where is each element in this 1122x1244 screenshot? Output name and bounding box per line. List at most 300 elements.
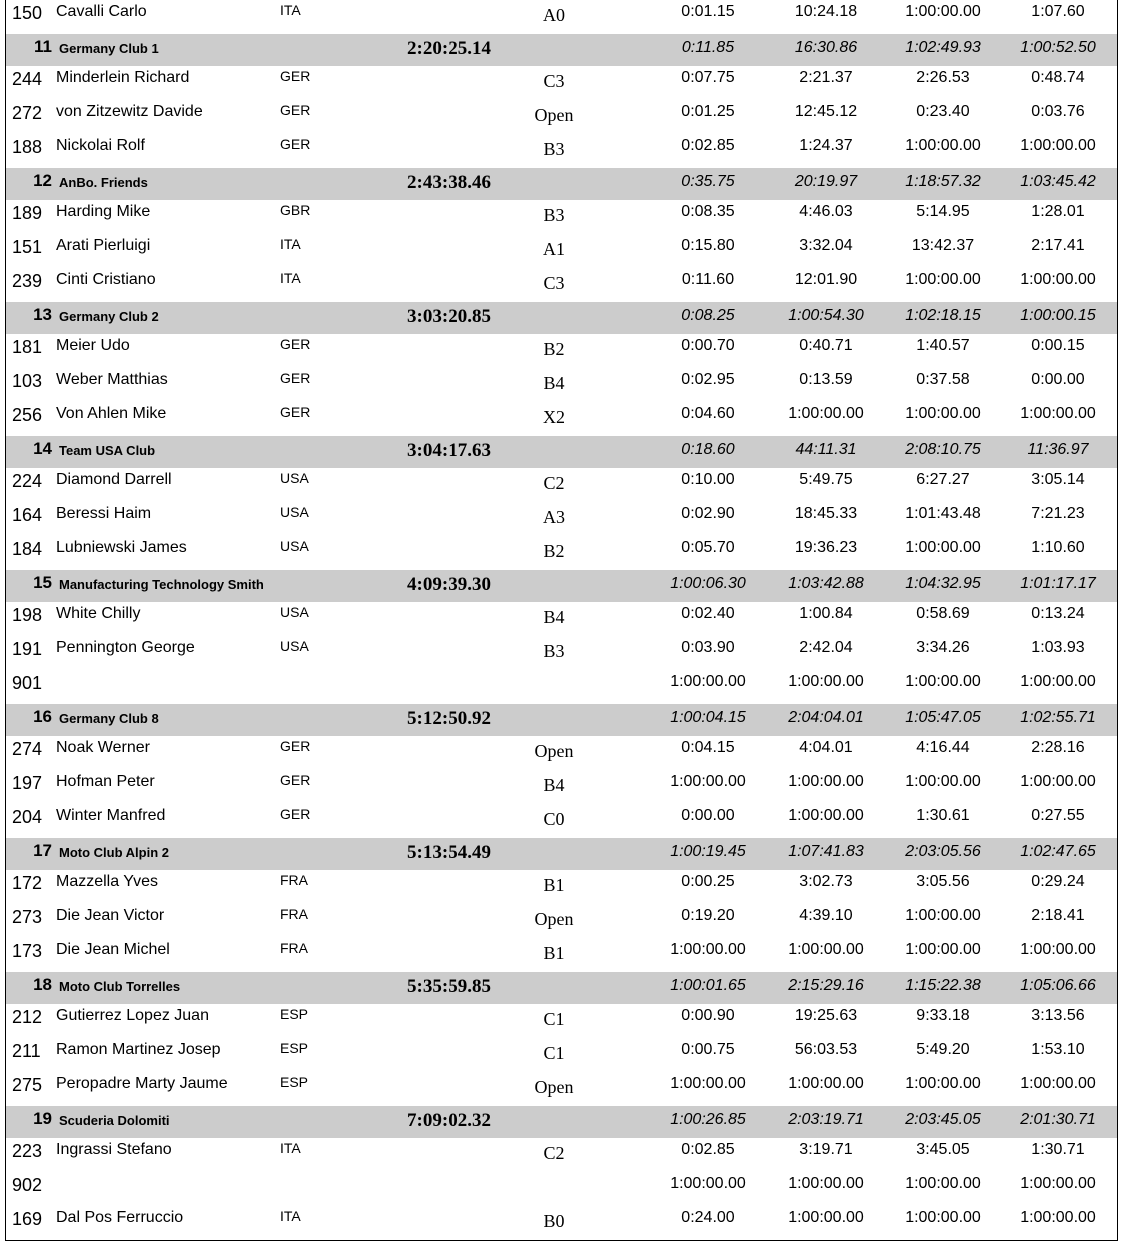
rider-nationality: GER	[280, 370, 311, 386]
rider-number: 901	[12, 673, 43, 693]
lap-time-4: 1:00:00.00	[1020, 1075, 1096, 1092]
team-name: Germany Club 1	[59, 41, 159, 56]
rider-nationality: ITA	[280, 236, 301, 252]
lap-time-2: 1:00:00.00	[788, 941, 864, 958]
lap-time-4: 1:00:00.00	[1020, 137, 1096, 154]
team-rank: 14	[33, 439, 52, 458]
lap-time-1: 1:00:00.00	[670, 773, 746, 790]
lap-time-4: 0:00.00	[1031, 371, 1085, 388]
lap-time-1: 0:08.25	[681, 307, 735, 324]
lap-time-2: 2:21.37	[799, 69, 853, 86]
rider-number: 244	[12, 69, 43, 89]
lap-time-2: 4:39.10	[799, 907, 853, 924]
rider-class: B3	[543, 641, 565, 661]
rider-class: B4	[543, 373, 565, 393]
lap-time-2: 3:19.71	[799, 1141, 853, 1158]
rider-nationality: ITA	[280, 1140, 301, 1156]
lap-time-2: 1:03:42.88	[788, 575, 864, 592]
lap-time-4: 1:00:00.00	[1020, 673, 1096, 690]
lap-time-2: 12:45.12	[794, 103, 858, 120]
rider-row	[6, 904, 1117, 938]
lap-time-2: 1:00.84	[799, 605, 853, 622]
team-rank: 16	[33, 707, 52, 726]
rider-row	[6, 870, 1117, 904]
team-total-time: 2:20:25.14	[407, 38, 491, 59]
rider-class: C2	[543, 1143, 565, 1163]
rider-nationality: ITA	[280, 270, 301, 286]
rider-class: Open	[534, 1077, 574, 1097]
rider-row	[6, 770, 1117, 804]
team-header-row	[6, 972, 1117, 1004]
lap-time-3: 2:03:05.56	[905, 843, 981, 860]
lap-time-3: 1:40.57	[916, 337, 970, 354]
lap-time-3: 2:26.53	[916, 69, 970, 86]
rider-name: White Chilly	[56, 605, 141, 622]
lap-time-1: 0:01.15	[681, 3, 735, 20]
rider-name: Minderlein Richard	[56, 69, 190, 86]
lap-time-4: 2:28.16	[1031, 739, 1085, 756]
team-name: Moto Club Alpin 2	[59, 845, 169, 860]
lap-time-3: 1:00:00.00	[905, 673, 981, 690]
team-rank: 13	[33, 305, 52, 324]
rider-class: B2	[543, 541, 565, 561]
lap-time-1: 0:02.40	[681, 605, 735, 622]
lap-time-4: 1:00:00.00	[1020, 1209, 1096, 1226]
lap-time-3: 1:04:32.95	[905, 575, 981, 592]
rider-number: 173	[12, 941, 43, 961]
rider-nationality: USA	[280, 638, 309, 654]
rider-number: 272	[12, 103, 43, 123]
lap-time-3: 1:00:00.00	[905, 941, 981, 958]
rider-nationality: GER	[280, 336, 311, 352]
lap-time-1: 1:00:00.00	[670, 941, 746, 958]
lap-time-4: 1:05:06.66	[1020, 977, 1096, 994]
rider-nationality: GER	[280, 404, 311, 420]
lap-time-2: 5:49.75	[799, 471, 853, 488]
rider-number: 103	[12, 371, 43, 391]
rider-number: 172	[12, 873, 43, 893]
rider-number: 191	[12, 639, 43, 659]
lap-time-3: 1:18:57.32	[905, 173, 981, 190]
rider-nationality: ESP	[280, 1040, 309, 1056]
lap-time-4: 1:00:00.00	[1020, 1175, 1096, 1192]
lap-time-3: 1:00:00.00	[905, 1075, 981, 1092]
lap-time-3: 1:00:00.00	[905, 137, 981, 154]
lap-time-1: 0:02.90	[681, 505, 735, 522]
rider-row	[6, 938, 1117, 972]
lap-time-4: 2:01:30.71	[1020, 1111, 1096, 1128]
rider-class: B0	[543, 1211, 565, 1231]
lap-time-4: 1:00:52.50	[1020, 39, 1096, 56]
lap-time-4: 1:00:00.00	[1020, 941, 1096, 958]
rider-nationality: GER	[280, 102, 311, 118]
lap-time-3: 5:14.95	[916, 203, 970, 220]
rider-nationality: GER	[280, 136, 311, 152]
rider-row	[6, 1138, 1117, 1172]
rider-number: 188	[12, 137, 43, 157]
lap-time-3: 3:05.56	[916, 873, 970, 890]
lap-time-3: 1:00:00.00	[905, 1209, 981, 1226]
rider-row	[6, 368, 1117, 402]
rider-row	[6, 1038, 1117, 1072]
lap-time-2: 1:00:00.00	[788, 405, 864, 422]
lap-time-2: 16:30.86	[794, 39, 858, 56]
rider-name: Beressi Haim	[56, 505, 152, 522]
lap-time-2: 1:00:00.00	[788, 1175, 864, 1192]
lap-time-4: 0:00.15	[1031, 337, 1085, 354]
rider-row	[6, 1172, 1117, 1206]
rider-class: A0	[543, 5, 565, 25]
rider-name: Peropadre Marty Jaume	[56, 1075, 228, 1092]
lap-time-1: 0:00.75	[681, 1041, 735, 1058]
rider-name: Weber Matthias	[56, 371, 168, 388]
team-total-time: 5:13:54.49	[407, 842, 491, 863]
rider-row	[6, 468, 1117, 502]
lap-time-3: 1:01:43.48	[905, 505, 981, 522]
lap-time-3: 1:02:49.93	[905, 39, 981, 56]
lap-time-2: 20:19.97	[794, 173, 858, 190]
lap-time-3: 1:15:22.38	[905, 977, 981, 994]
rider-name: Ramon Martinez Josep	[56, 1041, 221, 1058]
rider-nationality: USA	[280, 604, 309, 620]
rider-name: Mazzella Yves	[56, 873, 158, 890]
lap-time-1: 1:00:26.85	[670, 1111, 746, 1128]
lap-time-4: 3:05.14	[1031, 471, 1085, 488]
lap-time-2: 4:46.03	[799, 203, 853, 220]
lap-time-2: 1:00:00.00	[788, 773, 864, 790]
rider-number: 224	[12, 471, 43, 491]
lap-time-4: 1:00:00.00	[1020, 773, 1096, 790]
rider-class: C3	[543, 273, 565, 293]
lap-time-4: 1:03.93	[1031, 639, 1085, 656]
rider-row	[6, 1072, 1117, 1106]
team-header-row	[6, 302, 1117, 334]
lap-time-4: 1:01:17.17	[1020, 575, 1096, 592]
lap-time-1: 0:35.75	[681, 173, 735, 190]
lap-time-2: 56:03.53	[794, 1041, 858, 1058]
team-total-time: 7:09:02.32	[407, 1110, 491, 1131]
rider-row	[6, 1004, 1117, 1038]
rider-number: 211	[12, 1041, 41, 1061]
rider-number: 189	[12, 203, 43, 223]
lap-time-1: 0:11.60	[681, 271, 735, 288]
rider-class: B1	[543, 943, 565, 963]
rider-class: Open	[534, 105, 574, 125]
rider-nationality: GBR	[280, 202, 311, 218]
lap-time-3: 9:33.18	[916, 1007, 970, 1024]
rider-number: 239	[12, 271, 43, 291]
lap-time-1: 0:00.90	[681, 1007, 735, 1024]
lap-time-2: 1:00:00.00	[788, 673, 864, 690]
lap-time-1: 0:03.90	[681, 639, 735, 656]
lap-time-1: 0:00.00	[681, 807, 735, 824]
team-total-time: 3:03:20.85	[407, 306, 491, 327]
rider-name: Lubniewski James	[56, 539, 187, 556]
team-name: Germany Club 2	[59, 309, 159, 324]
rider-name: Winter Manfred	[56, 807, 166, 824]
rider-row	[6, 804, 1117, 838]
rider-nationality: FRA	[280, 906, 308, 922]
rider-number: 184	[12, 539, 43, 559]
rider-name: Die Jean Victor	[56, 907, 165, 924]
lap-time-4: 0:29.24	[1031, 873, 1085, 890]
rider-nationality: GER	[280, 806, 311, 822]
lap-time-2: 2:42.04	[799, 639, 853, 656]
lap-time-1: 0:00.70	[681, 337, 735, 354]
rider-nationality: USA	[280, 538, 309, 554]
lap-time-2: 2:15:29.16	[788, 977, 864, 994]
rider-name: Ingrassi Stefano	[56, 1141, 172, 1158]
rider-row	[6, 200, 1117, 234]
rider-row	[6, 268, 1117, 302]
rider-name: Von Ahlen Mike	[56, 405, 167, 422]
lap-time-4: 11:36.97	[1027, 441, 1089, 458]
lap-time-1: 0:18.60	[681, 441, 735, 458]
rider-nationality: GER	[280, 738, 311, 754]
lap-time-1: 1:00:19.45	[670, 843, 746, 860]
rider-row	[6, 234, 1117, 268]
lap-time-3: 1:05:47.05	[905, 709, 981, 726]
lap-time-2: 10:24.18	[794, 3, 858, 20]
lap-time-1: 0:24.00	[681, 1209, 735, 1226]
rider-nationality: GER	[280, 772, 311, 788]
lap-time-1: 1:00:00.00	[670, 1075, 746, 1092]
rider-class: B4	[543, 775, 565, 795]
rider-row	[6, 134, 1117, 168]
lap-time-2: 1:00:54.30	[788, 307, 864, 324]
lap-time-2: 18:45.33	[794, 505, 858, 522]
lap-time-3: 13:42.37	[911, 237, 975, 254]
rider-name: Hofman Peter	[56, 773, 155, 790]
lap-time-3: 1:00:00.00	[905, 1175, 981, 1192]
rider-nationality: USA	[280, 470, 309, 486]
lap-time-1: 1:00:00.00	[670, 673, 746, 690]
rider-class: A1	[543, 239, 565, 259]
rider-name: Nickolai Rolf	[56, 137, 145, 154]
team-header-row	[6, 570, 1117, 602]
rider-name: Meier Udo	[56, 337, 130, 354]
lap-time-4: 1:28.01	[1031, 203, 1085, 220]
team-header-row	[6, 168, 1117, 200]
rider-nationality: ESP	[280, 1006, 309, 1022]
rider-name: Dal Pos Ferruccio	[56, 1209, 184, 1226]
lap-time-2: 19:36.23	[794, 539, 858, 556]
rider-row	[6, 502, 1117, 536]
lap-time-2: 19:25.63	[794, 1007, 858, 1024]
lap-time-2: 44:11.31	[795, 441, 857, 458]
lap-time-1: 0:07.75	[681, 69, 735, 86]
rider-name: Gutierrez Lopez Juan	[56, 1007, 209, 1024]
lap-time-4: 1:30.71	[1031, 1141, 1085, 1158]
rider-nationality: USA	[280, 504, 309, 520]
team-name: Moto Club Torrelles	[59, 979, 181, 994]
team-total-time: 5:12:50.92	[407, 708, 491, 729]
rider-number: 169	[12, 1209, 43, 1229]
rider-row	[6, 0, 1117, 34]
rider-row	[6, 736, 1117, 770]
rider-number: 150	[12, 3, 43, 23]
team-name: AnBo. Friends	[59, 175, 148, 190]
lap-time-1: 1:00:00.00	[670, 1175, 746, 1192]
lap-time-4: 0:13.24	[1031, 605, 1085, 622]
rider-row	[6, 536, 1117, 570]
lap-time-4: 0:27.55	[1031, 807, 1085, 824]
lap-time-1: 0:19.20	[681, 907, 735, 924]
rider-class: C3	[543, 71, 565, 91]
rider-number: 164	[12, 505, 43, 525]
lap-time-1: 0:10.00	[681, 471, 735, 488]
rider-row	[6, 100, 1117, 134]
rider-class: B3	[543, 205, 565, 225]
lap-time-3: 1:00:00.00	[905, 773, 981, 790]
lap-time-4: 0:03.76	[1031, 103, 1085, 120]
team-name: Germany Club 8	[59, 711, 159, 726]
lap-time-1: 0:05.70	[681, 539, 735, 556]
rider-number: 273	[12, 907, 43, 927]
team-total-time: 2:43:38.46	[407, 172, 491, 193]
lap-time-4: 1:00:00.00	[1020, 405, 1096, 422]
lap-time-3: 4:16.44	[916, 739, 970, 756]
rider-nationality: FRA	[280, 940, 308, 956]
rider-name: Diamond Darrell	[56, 471, 172, 488]
team-rank: 11	[34, 37, 52, 56]
rider-name: Noak Werner	[56, 739, 150, 756]
lap-time-3: 0:58.69	[916, 605, 970, 622]
rider-number: 181	[12, 337, 43, 357]
rider-class: Open	[534, 909, 574, 929]
lap-time-1: 0:02.95	[681, 371, 735, 388]
team-header-row	[6, 1106, 1117, 1138]
rider-name: Harding Mike	[56, 203, 151, 220]
rider-number: 204	[12, 807, 43, 827]
team-rank: 18	[33, 975, 52, 994]
rider-name: von Zitzewitz Davide	[56, 103, 203, 120]
rider-class: A3	[543, 507, 565, 527]
results-table	[5, 0, 1118, 1241]
lap-time-2: 1:24.37	[799, 137, 853, 154]
lap-time-2: 3:02.73	[799, 873, 853, 890]
rider-number: 275	[12, 1075, 43, 1095]
lap-time-1: 1:00:01.65	[670, 977, 746, 994]
rider-number: 902	[12, 1175, 43, 1195]
lap-time-2: 1:00:00.00	[788, 1209, 864, 1226]
lap-time-3: 1:00:00.00	[905, 539, 981, 556]
lap-time-4: 1:03:45.42	[1020, 173, 1096, 190]
rider-row	[6, 636, 1117, 670]
rider-class: B1	[543, 875, 565, 895]
rider-name: Cinti Cristiano	[56, 271, 156, 288]
team-name: Manufacturing Technology Smith	[59, 577, 264, 592]
rider-class: C2	[543, 473, 565, 493]
lap-time-3: 6:27.27	[916, 471, 970, 488]
team-total-time: 4:09:39.30	[407, 574, 491, 595]
lap-time-3: 5:49.20	[916, 1041, 970, 1058]
lap-time-4: 1:10.60	[1031, 539, 1085, 556]
rider-name: Arati Pierluigi	[56, 237, 151, 254]
lap-time-1: 0:11.85	[681, 39, 735, 56]
lap-time-4: 1:02:55.71	[1020, 709, 1096, 726]
lap-time-1: 0:15.80	[681, 237, 735, 254]
rider-number: 274	[12, 739, 43, 759]
team-total-time: 3:04:17.63	[407, 440, 491, 461]
lap-time-3: 1:30.61	[916, 807, 970, 824]
team-header-row	[6, 704, 1117, 736]
lap-time-2: 3:32.04	[799, 237, 853, 254]
rider-nationality: GER	[280, 68, 311, 84]
lap-time-2: 1:07:41.83	[788, 843, 864, 860]
lap-time-1: 0:04.15	[681, 739, 735, 756]
lap-time-1: 0:00.25	[681, 873, 735, 890]
lap-time-2: 0:13.59	[799, 371, 853, 388]
lap-time-1: 1:00:06.30	[670, 575, 746, 592]
lap-time-3: 0:23.40	[916, 103, 970, 120]
lap-time-4: 7:21.23	[1031, 505, 1085, 522]
rider-class: C0	[543, 809, 565, 829]
lap-time-4: 3:13.56	[1031, 1007, 1085, 1024]
team-name: Team USA Club	[59, 443, 156, 458]
rider-number: 198	[12, 605, 43, 625]
team-header-row	[6, 436, 1117, 468]
rider-row	[6, 602, 1117, 636]
lap-time-2: 12:01.90	[794, 271, 858, 288]
team-rank: 19	[33, 1109, 52, 1128]
team-rank: 15	[33, 573, 52, 592]
rider-name: Pennington George	[56, 639, 195, 656]
rider-class: B4	[543, 607, 565, 627]
rider-row	[6, 670, 1117, 704]
lap-time-3: 1:00:00.00	[905, 907, 981, 924]
rider-class: B2	[543, 339, 565, 359]
rider-number: 197	[12, 773, 43, 793]
lap-time-3: 1:00:00.00	[905, 3, 981, 20]
lap-time-4: 1:53.10	[1031, 1041, 1085, 1058]
lap-time-4: 1:07.60	[1031, 3, 1085, 20]
team-rank: 17	[33, 841, 52, 860]
lap-time-2: 2:04:04.01	[788, 709, 864, 726]
lap-time-3: 3:34.26	[916, 639, 970, 656]
lap-time-1: 0:08.35	[681, 203, 735, 220]
rider-nationality: ITA	[280, 2, 301, 18]
team-total-time: 5:35:59.85	[407, 976, 491, 997]
rider-name: Die Jean Michel	[56, 941, 170, 958]
lap-time-3: 1:00:00.00	[905, 405, 981, 422]
team-header-row	[6, 34, 1117, 66]
lap-time-2: 2:03:19.71	[788, 1111, 864, 1128]
rider-row	[6, 1206, 1117, 1240]
lap-time-2: 1:00:00.00	[788, 1075, 864, 1092]
lap-time-3: 2:03:45.05	[905, 1111, 981, 1128]
rider-nationality: ESP	[280, 1074, 309, 1090]
rider-name: Cavalli Carlo	[56, 3, 147, 20]
team-name: Scuderia Dolomiti	[59, 1113, 170, 1128]
rider-class: C1	[543, 1043, 565, 1063]
rider-class: B3	[543, 139, 565, 159]
rider-nationality: ITA	[280, 1208, 301, 1224]
rider-row	[6, 334, 1117, 368]
lap-time-4: 2:18.41	[1031, 907, 1085, 924]
lap-time-4: 2:17.41	[1031, 237, 1085, 254]
rider-class: X2	[543, 407, 565, 427]
lap-time-1: 0:04.60	[681, 405, 735, 422]
rider-number: 212	[12, 1007, 43, 1027]
rider-row	[6, 66, 1117, 100]
lap-time-1: 0:01.25	[681, 103, 735, 120]
lap-time-1: 1:00:04.15	[670, 709, 746, 726]
lap-time-3: 2:08:10.75	[905, 441, 981, 458]
rider-class: Open	[534, 741, 574, 761]
lap-time-3: 1:00:00.00	[905, 271, 981, 288]
lap-time-2: 1:00:00.00	[788, 807, 864, 824]
